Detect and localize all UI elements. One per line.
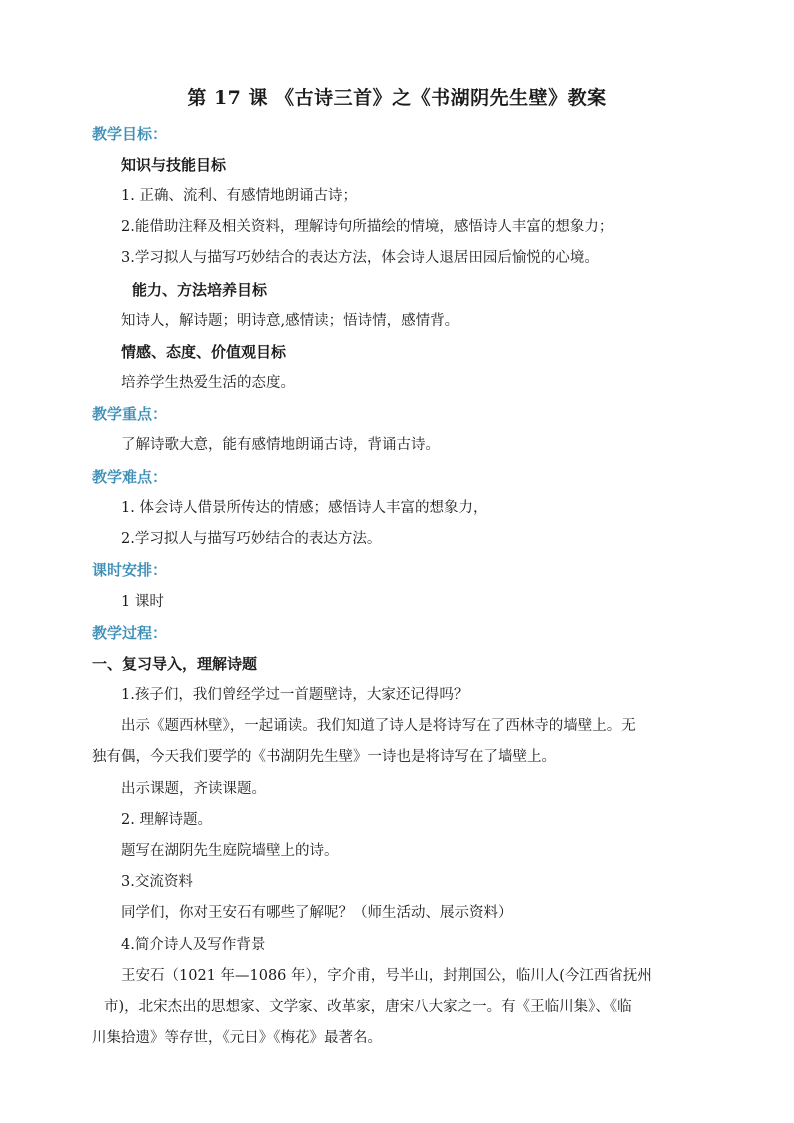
process-heading: 教学过程： [92,624,168,642]
process-line: 王安石（1021 年—1086 年），字介甫，号半山，封荆国公，临川人(今江西省抚州 [121,968,652,984]
process-line: 川集拾遗》等存世，《元日》《梅花》最著名。 [92,1030,382,1046]
process-line: 题写在湖阴先生庭院墙壁上的诗。 [121,843,339,859]
key-points-heading: 教学重点： [92,405,168,423]
key-points-text: 了解诗歌大意，能有感情地朗诵古诗，背诵古诗。 [121,437,440,453]
process-line: 出示《题西林壁》，一起诵读。我们知道了诗人是将诗写在了西林寺的墙壁上。无 [121,718,636,734]
emotion-heading: 情感、态度、价值观目标 [121,343,287,361]
difficulty-item: 2.学习拟人与描写巧妙结合的表达方法。 [121,531,382,547]
difficulties-heading: 教学难点： [92,468,168,486]
process-line: 3.交流资料 [121,874,193,890]
knowledge-item: 2.能借助注释及相关资料，理解诗句所描绘的情境，感悟诗人丰富的想象力； [121,219,614,235]
knowledge-item: 1. 正确、流利、有感情地朗诵古诗； [121,188,357,204]
process-line: 独有偶，今天我们要学的《书湖阴先生壁》一诗也是将诗写在了墙壁上。 [92,749,556,765]
objectives-heading: 教学目标： [92,125,168,143]
ability-text: 知诗人，解诗题；明诗意,感情读；悟诗情，感情背。 [121,313,460,329]
knowledge-heading: 知识与技能目标 [121,156,227,174]
schedule-heading: 课时安排： [92,561,168,579]
ability-heading: 能力、方法培养目标 [132,281,268,299]
schedule-text: 1 课时 [121,594,164,610]
process-line: 同学们，你对王安石有哪些了解呢？（师生活动、展示资料） [121,905,513,921]
part1-heading: 一、复习导入，理解诗题 [92,655,258,673]
knowledge-item: 3.学习拟人与描写巧妙结合的表达方法，体会诗人退居田园后愉悦的心境。 [121,250,599,266]
process-line: 市)，北宋杰出的思想家、文学家、改革家，唐宋八大家之一。有《王临川集》、《临 [104,999,632,1015]
document-title: 第 17 课 《古诗三首》之《书湖阴先生壁》教案 [187,87,607,109]
emotion-text: 培养学生热爱生活的态度。 [121,375,295,391]
process-line: 1.孩子们，我们曾经学过一首题壁诗，大家还记得吗？ [121,687,469,703]
process-line: 4.简介诗人及写作背景 [121,937,266,953]
difficulty-item: 1. 体会诗人借景所传达的情感；感悟诗人丰富的想象力， [121,500,488,516]
process-line: 出示课题，齐读课题。 [121,781,266,797]
process-line: 2. 理解诗题。 [121,812,212,828]
